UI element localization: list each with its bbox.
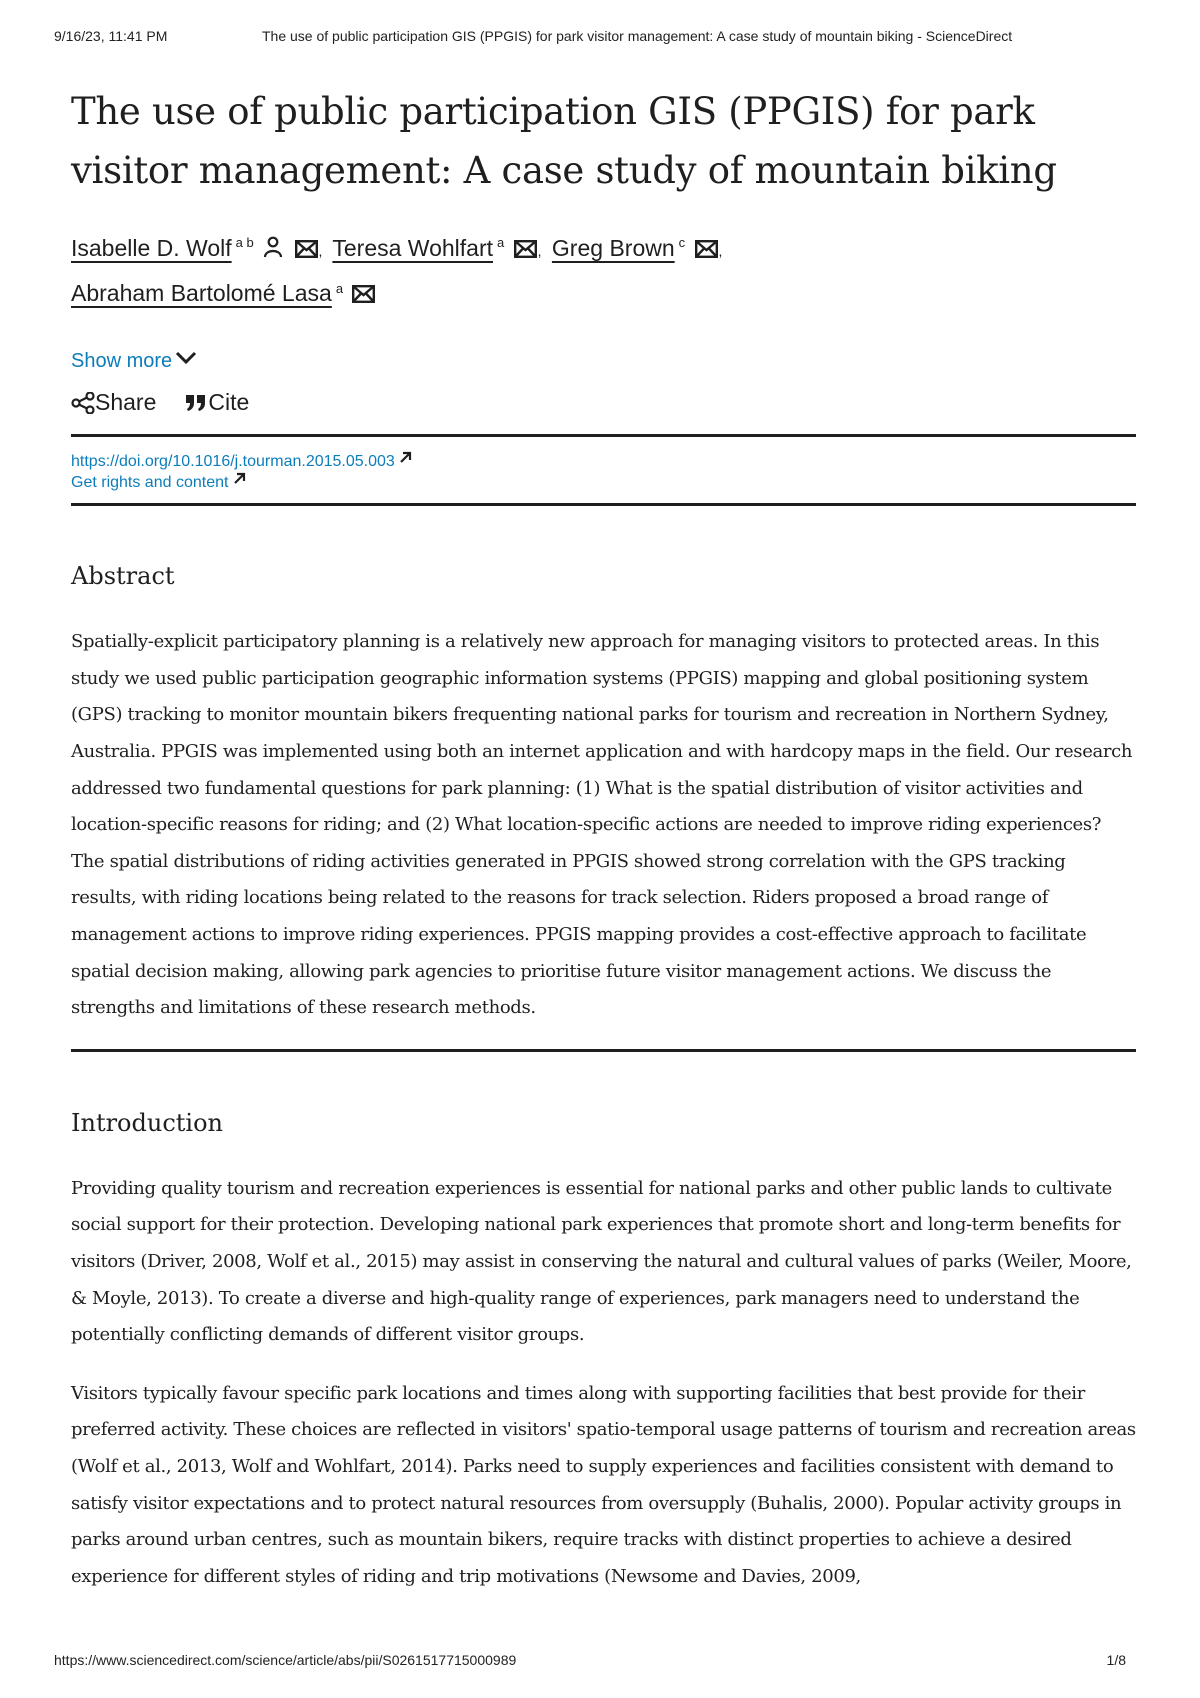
affiliation-sup: a xyxy=(335,280,344,296)
chevron-down-icon xyxy=(175,351,197,365)
email-icon[interactable] xyxy=(514,231,537,269)
affiliation-sup: c xyxy=(678,235,686,250)
section-heading: Abstract xyxy=(71,562,175,591)
affiliation-sup: a xyxy=(497,235,505,250)
share-icon xyxy=(71,392,95,414)
author-link[interactable]: Teresa Wohlfart xyxy=(332,234,494,261)
introduction-section xyxy=(71,1109,1136,1596)
author-link[interactable]: Greg Brown xyxy=(551,234,675,261)
share-button[interactable] xyxy=(71,389,156,416)
doi-section xyxy=(71,437,1136,503)
divider xyxy=(71,503,1136,506)
external-link-icon xyxy=(233,472,246,485)
show-more-button[interactable] xyxy=(71,350,1136,373)
author-separator: , xyxy=(537,242,542,259)
external-link-icon xyxy=(399,451,412,464)
author-item xyxy=(71,280,375,306)
author-link[interactable]: Isabelle D. Wolf xyxy=(71,234,232,261)
paragraph: Providing quality tourism and recreation experiences is essential for national parks and other public lands to cultivate social support for their protection. Developing national park experiences that promote short and long-term benefits for visitors (Driver, 2008, Wolf et al., 2015) may assist in conserving the natural and cultural values of parks (Weiler, Moore, & Moyle, 2013). To create a diverse and high-quality range of experiences, park managers need to understand the potentially conflicting demands of different visitor groups. xyxy=(71,1177,1132,1346)
print-page-title: The use of public participation GIS (PPGIS) for park visitor management: A case study of mountain biking - ScienceDirect xyxy=(262,28,1013,44)
section-heading: Introduction xyxy=(71,1108,223,1137)
paragraph: Visitors typically favour specific park locations and times along with supporting facilities that best provide for their preferred activity. These choices are reflected in visitors' spatio-temporal usage patterns of tourism and recreation areas (Wolf et al., 2013, Wolf and Wohlfart, 2014). Parks need to supply experiences and facilities consistent with demand to satisfy visitor expectations and to protect natural resources from oversupply (Buhalis, 2000). Popular activity groups in parks around urban centres, such as mountain bikers, require tracks with distinct properties to achieve a desired experience for different styles of riding and trip motivations (Newsome and Davies, 2009, xyxy=(71,1382,1136,1587)
email-icon[interactable] xyxy=(295,231,318,269)
quote-icon xyxy=(184,393,208,413)
author-link[interactable]: Abraham Bartolomé Lasa xyxy=(71,280,332,307)
author-list xyxy=(71,224,1136,314)
rights-link[interactable]: Get rights and content xyxy=(71,474,229,492)
affiliation-sup: a b xyxy=(235,235,254,250)
show-more-label: Show more xyxy=(71,350,173,373)
abstract-text: Spatially-explicit participatory planning is a relatively new approach for managing visitors to protected areas. In this study we used public participation geographic information systems (PPGIS) mapping and global positioning system (GPS) tracking to monitor mountain bikers frequenting national parks for tourism and recreation in Northern Sydney, Australia. PPGIS was implemented using both an internet application and with hardcopy maps in the field. Our research addressed two fundamental questions for park planning: (1) What is the spatial distribution of visitor activities and location-specific reasons for riding; and (2) What location-specific actions are needed to improve riding experiences? The spatial distributions of riding activities generated in PPGIS showed strong correlation with the GPS tracking results, with riding locations being related to the reasons for track selection. Riders proposed a broad range of management actions to improve riding experiences. PPGIS mapping provides a cost-effective approach to facilitate spatial decision making, allowing park agencies to prioritise future visitor management actions. We discuss the strengths and limitations of these research methods. xyxy=(71,631,1133,1019)
doi-link[interactable]: https://doi.org/10.1016/j.tourman.2015.05.003 xyxy=(71,453,395,471)
author-separator: , xyxy=(718,242,723,259)
article-title: The use of public participation GIS (PPGIS) for park visitor management: A case study of mountain biking xyxy=(71,90,1057,192)
share-label: Share xyxy=(95,389,157,416)
print-datetime: 9/16/23, 11:41 PM xyxy=(54,28,168,44)
author-item xyxy=(71,235,332,261)
person-icon[interactable] xyxy=(263,231,285,269)
author-separator: , xyxy=(318,242,323,259)
page-number: 1/8 xyxy=(1106,1652,1126,1668)
email-icon[interactable] xyxy=(695,231,718,269)
cite-button[interactable] xyxy=(184,389,249,416)
cite-label: Cite xyxy=(208,389,250,416)
print-url: https://www.sciencedirect.com/science/article/abs/pii/S0261517715000989 xyxy=(54,1652,517,1668)
article-actions xyxy=(71,389,1136,416)
author-item xyxy=(332,235,552,261)
email-icon[interactable] xyxy=(352,276,375,314)
abstract-section xyxy=(71,562,1136,1027)
divider xyxy=(71,1049,1136,1052)
author-item xyxy=(552,235,727,261)
article-content xyxy=(71,82,1136,1595)
